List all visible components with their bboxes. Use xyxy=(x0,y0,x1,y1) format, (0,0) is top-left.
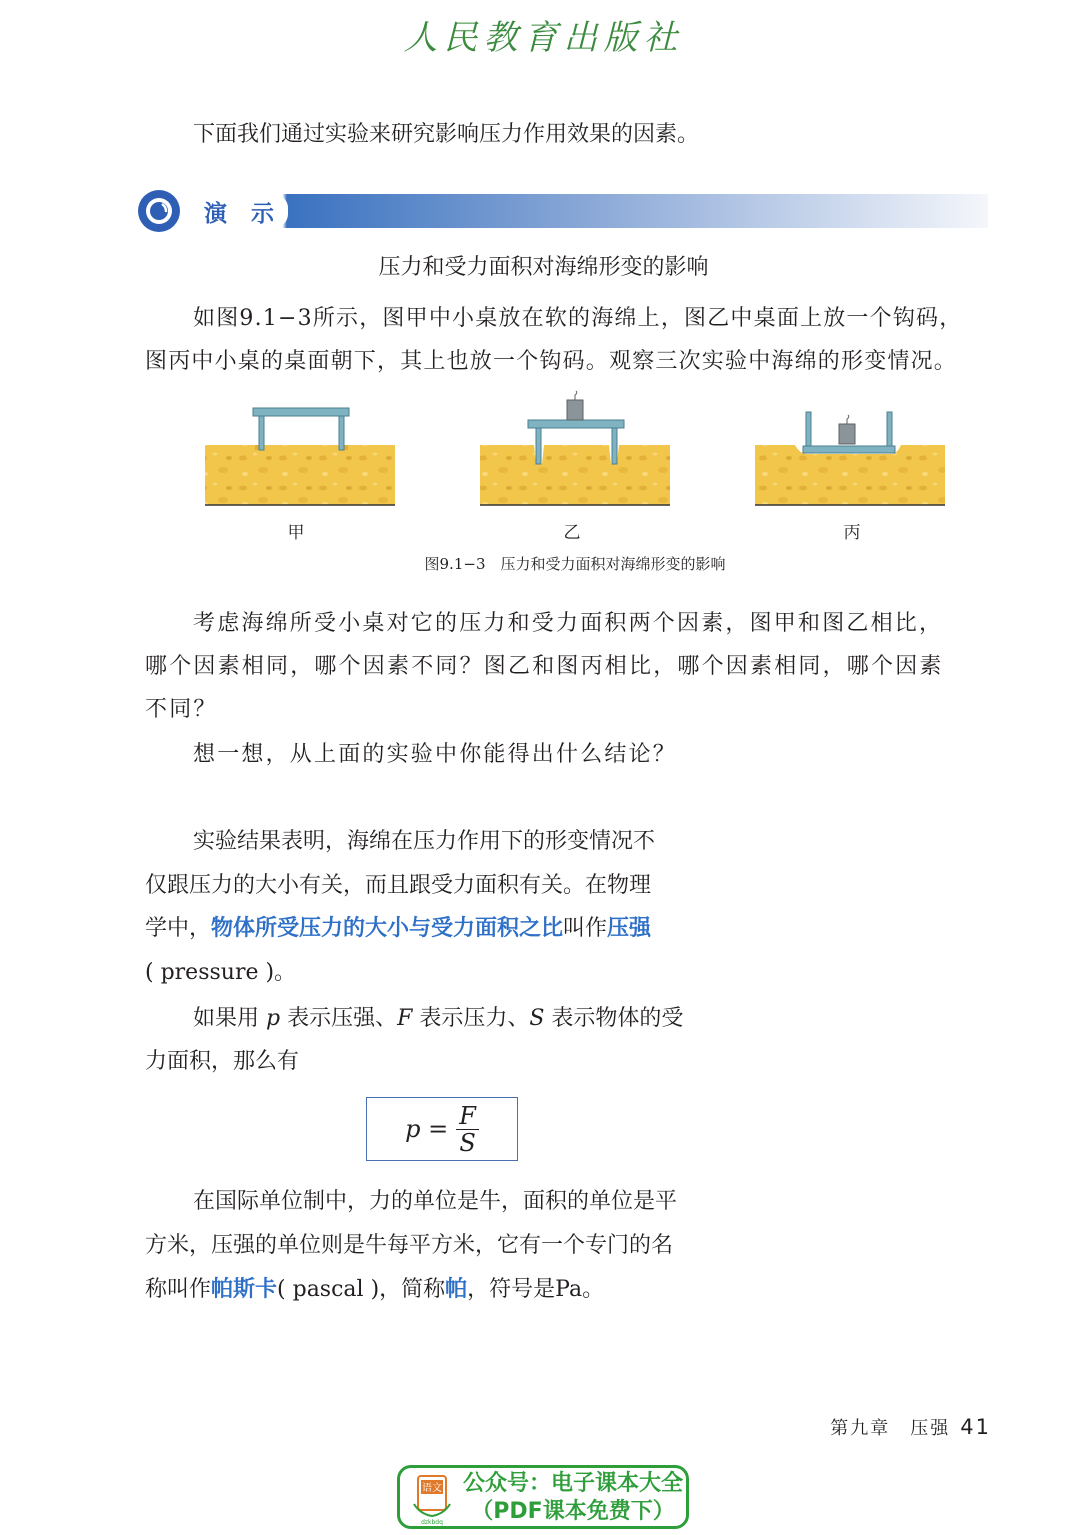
publisher-logo: 人民教育出版社 xyxy=(403,18,684,58)
term-pressure: 压强 xyxy=(607,916,652,941)
page-footer: 第九章 压强 41 xyxy=(830,1415,991,1439)
result-line3: 学中，物体所受压力的大小与受力面积之比叫作压强 xyxy=(145,916,652,941)
figure-caption: 图9.1−3 压力和受力面积对海绵形变的影响 xyxy=(424,555,726,573)
unit-line3: 称叫作帕斯卡( pascal )，简称帕，符号是Pa。 xyxy=(145,1277,605,1302)
question-line1: 考虑海绵所受小桌对它的压力和受力面积两个因素，图甲和图乙相比， xyxy=(193,611,944,636)
badge-line1: 公众号：电子课本大全 xyxy=(462,1471,683,1496)
experiment-title: 压力和受力面积对海绵形变的影响 xyxy=(378,255,709,280)
svg-text:语文: 语文 xyxy=(422,1483,442,1494)
definition-line1: 如果用 p 表示压强、F 表示压力、S 表示物体的受 xyxy=(193,1006,684,1031)
result-line2: 仅跟压力的大小有关，而且跟受力面积有关。在物理 xyxy=(145,873,652,898)
page-number: 41 xyxy=(960,1415,991,1439)
question-line2: 哪个因素相同，哪个因素不同？图乙和图丙相比，哪个因素相同，哪个因素 xyxy=(145,654,944,679)
figure-label-bing: 丙 xyxy=(843,523,861,543)
sponge-yi xyxy=(480,391,670,505)
think-text: 想一想，从上面的实验中你能得出什么结论？ xyxy=(193,742,678,767)
demo-text-line2: 图丙中小桌的桌面朝下，其上也放一个钩码。观察三次实验中海绵的形变情况。 xyxy=(145,349,958,374)
term-pa: 帕 xyxy=(445,1277,468,1302)
sponge-bing xyxy=(755,412,945,505)
sponge-figure xyxy=(195,390,955,512)
term-pascal: 帕斯卡 xyxy=(211,1277,278,1302)
figure-label-yi: 乙 xyxy=(563,523,581,543)
demo-label: 演 示 xyxy=(204,201,283,227)
magnifier-icon xyxy=(138,190,180,232)
figure-label-jia: 甲 xyxy=(287,523,305,543)
book-icon xyxy=(410,1474,454,1530)
definition-highlight: 物体所受压力的大小与受力面积之比 xyxy=(211,916,564,941)
question-line3: 不同？ xyxy=(145,697,218,722)
wechat-badge[interactable] xyxy=(397,1465,689,1529)
result-line1: 实验结果表明，海绵在压力作用下的形变情况不 xyxy=(193,829,656,854)
pressure-formula: p = $\frac{F}{S}$ xyxy=(366,1097,518,1161)
unit-line1: 在国际单位制中，力的单位是牛，面积的单位是平 xyxy=(193,1189,678,1214)
sponge-jia xyxy=(205,408,395,505)
badge-line2: （PDF课本免费下） xyxy=(471,1499,675,1524)
demo-banner xyxy=(138,190,988,232)
definition-line2: 力面积，那么有 xyxy=(145,1049,300,1074)
result-line4: ( pressure )。 xyxy=(145,960,297,985)
demo-text-line1: 如图9.1−3所示，图甲中小桌放在软的海绵上，图乙中桌面上放一个钩码， xyxy=(193,306,963,331)
intro-text: 下面我们通过实验来研究影响压力作用效果的因素。 xyxy=(193,122,700,147)
unit-line2: 方米，压强的单位则是牛每平方米，它有一个专门的名 xyxy=(145,1233,674,1258)
svg-text:dzkbdq: dzkbdq xyxy=(421,1519,443,1526)
